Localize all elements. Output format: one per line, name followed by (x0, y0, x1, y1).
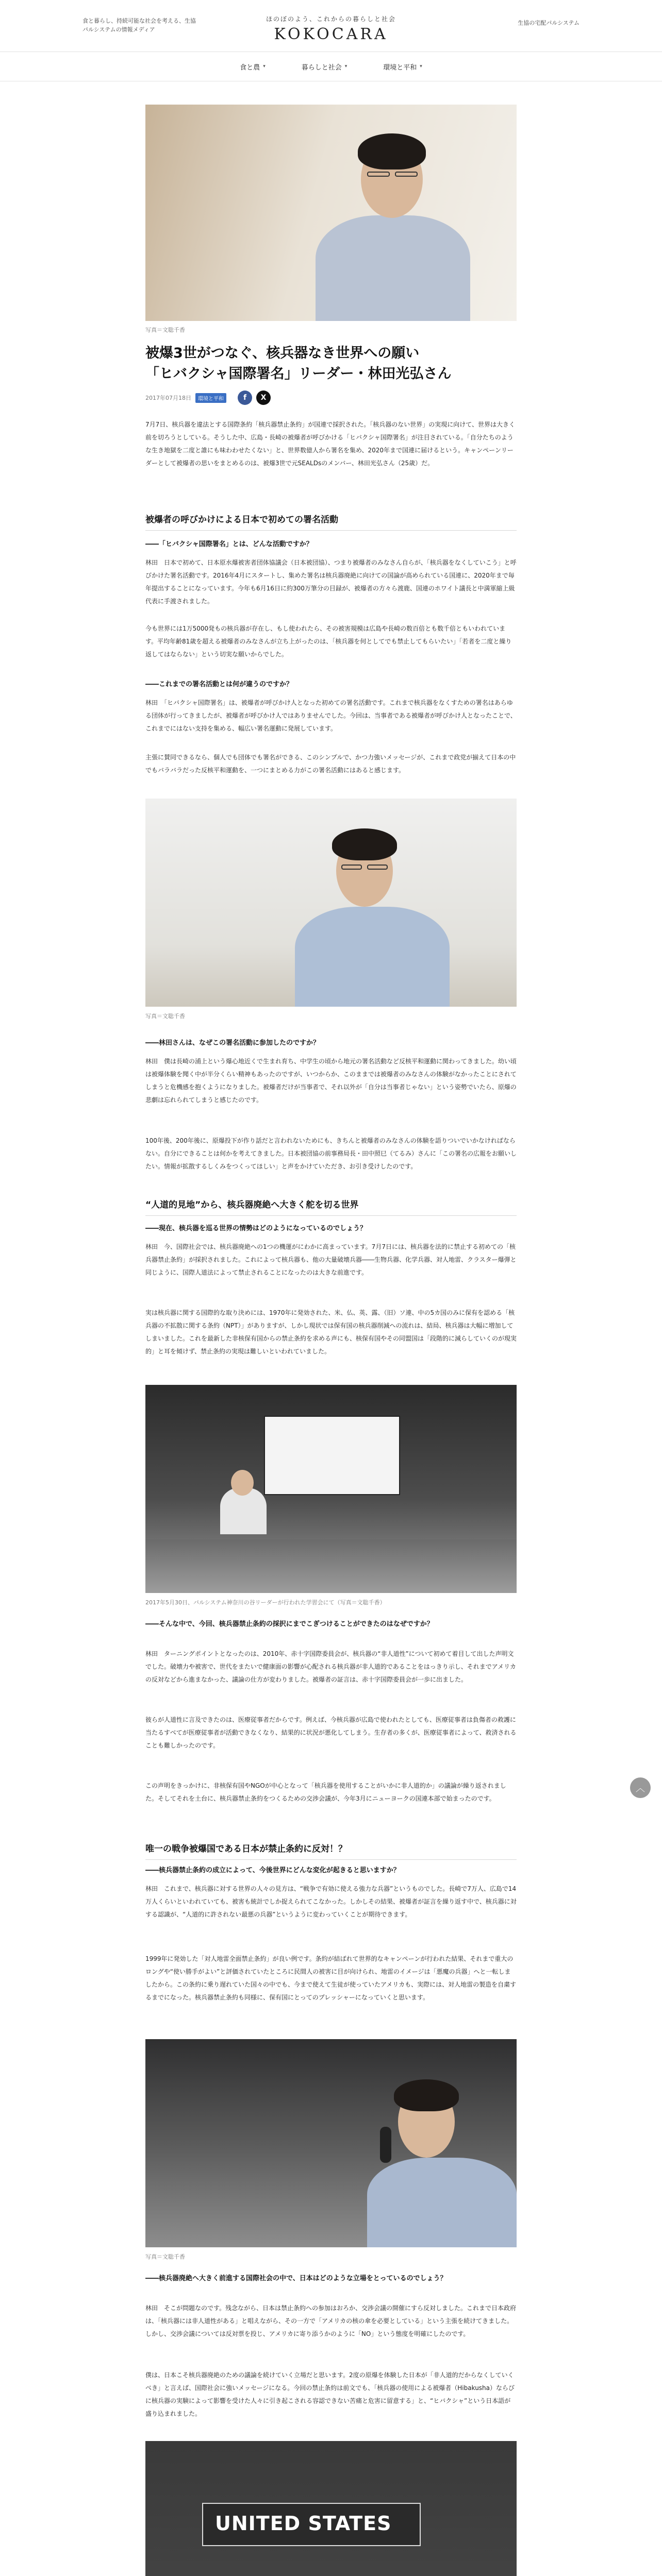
section-heading-1: 被爆者の呼びかけによる日本で初めての署名活動 (145, 512, 517, 531)
answer-2: 林田 「ヒバクシャ国際署名」は、被爆者が呼びかけ人となった初めての署名活動です。これまで核兵器をなくすための署名はあらゆる団体が行ってきましたが、被爆者が呼びかけ人ではありませんでした。今回は、当事者である被爆者が呼びかけ人となったことで、これまでにはない支持を集める、幅広い署名運動に発展しています。 (145, 699, 517, 732)
x-share-icon[interactable]: X (256, 391, 271, 405)
logo-text[interactable]: KOKOCARA (274, 25, 388, 43)
nav-item-label: 暮らしと社会 (301, 63, 342, 72)
nav-item-label: 環境と平和 (383, 63, 417, 72)
nav-item-label: 食と農 (240, 63, 260, 72)
answer-5: 林田 ターニングポイントとなったのは、2010年、赤十字国際委員会が、核兵器の“非人道性”について初めて着目して出した声明文でした。破壊力や被害で、世代をまたいで健康面の影響が心配される核兵器が非人道的であることをはっきり示し、それまでアメリカの反対などから進まなかった、議論の仕方が変わりました。被爆者の証言は、赤十字国際委員会が一歩に出ました。 (145, 1650, 516, 1683)
answer-5b: 彼らが人道性に言及できたのは、医療従事者だからです。例えば、今核兵器が広島で使われたとしても、医療従事者は負傷者の救護に当たるすべてが医療従事者が活動できなくなり、結果的に状況が悪化してしまう。生存者の多くが、医療従事者によって、救済されることも難しかったのです。 (145, 1716, 517, 1749)
un-assembly-photo (145, 2441, 517, 2576)
logo-subtitle: ほのぼのよう、これからの暮らしと社会 (266, 15, 396, 23)
scroll-to-top-button[interactable] (630, 1777, 651, 1798)
interview-photo-1 (145, 799, 517, 1007)
chevron-down-icon: ▾ (420, 64, 422, 69)
title-line-1: 被爆3世がつなぐ、核兵器なき世界への願い (145, 345, 420, 361)
question-2: ――これまでの署名活動とは何が違うのですか？ (145, 681, 293, 688)
palsystem-link[interactable]: 生協の宅配パルシステム (518, 20, 580, 26)
nameplate-text: UNITED STATES (215, 2512, 392, 2535)
projector-screen (264, 1416, 400, 1495)
article-meta (145, 391, 271, 405)
question-4: ――現在、核兵器を巡る世界の情勢はどのようになっているのでしょう？ (145, 1225, 367, 1232)
answer-5c: この声明をきっかけに、非核保有国やNGOが中心となって「核兵器を使用することがいかに非人道的か」の議論が繰り返されました。そしてそれを土台に、核兵器禁止条約をつくるための交渉会議が、今年3月にニューヨークの国連本部で始まったのです。 (145, 1782, 506, 1802)
photo-4-caption: 写真＝文聡千香 (145, 2253, 185, 2260)
answer-4: 林田 今、国際社会では、核兵器廃絶への1つの機運がにわかに高まっています。7月7日には、核兵器を法的に禁止する初めての「核兵器禁止条約」が採択されました。これによって核兵器も、他の大量破壊兵器――生物兵器、化学兵器、対人地雷、クラスター爆弾と同じように、国際人道法によって禁止されることになったのは大きな前進です。 (145, 1243, 517, 1276)
hero-caption: 写真＝文聡千香 (145, 327, 185, 333)
answer-1: 林田 日本で初めて、日本原水爆被害者団体協議会（日本被団協）、つまり被爆者のみなさん自らが、「核兵器をなくしていこう」と呼びかけた署名活動です。2016年4月にスタートし、集めた署名は核兵器廃絶に向けての国論が高められている国連に、2020年まで毎年提出することになっています。今年も6月16日に約300万筆分の目録が、被爆者の方々ら渡鹿、国連のホワイト議長と中満軍縮上級代表に手渡されました。 (145, 559, 517, 605)
answer-1b: 今も世界には1万5000発もの核兵器が存在し、もし使われたら、その被害規模は広島や長崎の数百倍とも数千倍ともいわれています。平均年齢81歳を超える被爆者のみなさんが立ち上がったのは、「核兵器を何としてでも禁止してもらいたい」「若者を二度と繰り返してはならない」という切実な願いからでした。 (145, 625, 512, 658)
nav-item-life[interactable] (302, 62, 347, 72)
answer-2b: 主張に賛同できるなら、個人でも団体でも署名ができる、このシンプルで、かつ力強いメッセージが、これまで政党が揃えて日本の中でもバラバラだった反核平和運動を、一つにまとめる力がこの署名活動にはあると感じます。 (145, 754, 516, 774)
interview-photo-2 (145, 2039, 517, 2247)
answer-6b: 1999年に発効した「対人地雷全面禁止条約」が良い例です。条約が結ばれて世界的なキャンペーンが行われた結果、それまで重大のロングや“使い勝手がよい”と評価されていたところに民間人の被害に目が向けられ、地雷のイメージは「悪魔の兵器」へと一転しましたから。この条約に乗り遅れていた国々の中でも、今まで使えて生徒が使っていたアメリカも、実際には、対人地雷の製造を自粛するまでになった。核兵器禁止条約も同様に、保有国にとってのプレッシャーになっていくと思います。 (145, 1955, 517, 2001)
photo-2-caption: 写真＝文聡千香 (145, 1013, 185, 1020)
chevron-down-icon: ▾ (263, 64, 266, 69)
microphone-icon (380, 2127, 391, 2163)
title-line-2: 「ヒバクシャ国際署名」リーダー・林田光弘さん (145, 366, 452, 382)
photo-3-caption: 2017年5月30日、パルシステム神奈川の谷リーダーが行われた学習会にて（写真＝文聡千香） (145, 1599, 386, 1606)
facebook-share-icon[interactable]: f (238, 391, 252, 405)
section-heading-2: “人道的見地”から、核兵器廃絶へ大きく舵を切る世界 (145, 1197, 517, 1216)
question-7: ――核兵器廃絶へ大きく前進する国際社会の中で、日本はどのような立場をとっているのでしょう？ (145, 2275, 447, 2282)
question-1: ――「ヒバクシャ国際署名」とは、どんな活動ですか？ (145, 540, 313, 548)
answer-3b: 100年後、200年後に、原爆投下が作り話だと言われないためにも、きちんと被爆者のみなさんの体験を語りついでいかなければならない。自分にできることは何かを考えてきました。日本被団協の前事務局長・田中照巳（てるみ）さんに「この署名の広報をお願いしたい。情報が拡散するしくみをつくってほしい」と声をかけていただき、お引き受けしたのです。 (145, 1137, 517, 1170)
category-badge[interactable]: 環境と平和 (195, 393, 226, 403)
publish-date: 2017年07月18日 (145, 395, 191, 401)
answer-6: 林田 これまで、核兵器に対する世界の人々の見方は、“戦争で有効に使える強力な兵器”というものでした。長崎で7万人、広島で14万人くらいといわれていても、被害も統計でしか捉えられてこなかった。しかしその結果、被爆者が証言を繰り返す中で、核兵器に対する認識が、“人道的に許されない最悪の兵器”というように変わっていくことが期待できます。 (145, 1885, 517, 1918)
audience (145, 1539, 517, 1593)
site-header (0, 0, 662, 52)
hero-photo (145, 105, 517, 321)
chevron-up-icon: ︿ (636, 1783, 645, 1794)
answer-4b: 実は核兵器に関する国際的な取り決めには、1970年に発効された、米、仏、英、露、（旧）ソ連、中の5カ国のみに保有を認める「核兵器の不拡散に関する条約（NPT）」がありますが、しかし現状では保有国の核兵器削減への流れは、結局、核兵器は大幅に増加してしまいました。これを最新した非核保有国からの禁止条約を求める声にも、核保有国やその同盟国は「段階的に減らしていくのが現実的」と耳を傾けず、禁止条約の実現は難しいといわれていました。 (145, 1309, 517, 1355)
chevron-down-icon: ▾ (344, 64, 347, 69)
answer-7b: 僕は、日本こそ核兵器廃絶のための議論を続けていく立場だと思います。2度の原爆を体験した日本が「非人道的だからなくしていくべき」と言えば、国際社会に強いメッセージになる。今回の禁止条約は前文でも、「核兵器の使用による被爆者（Hibakusha）ならびに核兵器の実験によって影響を受けた人々に引き起こされる容認できない苦痛と危害に留意する」と、“ヒバクシャ”という日本語が盛り込まれました。 (145, 2371, 515, 2417)
answer-7: 林田 そこが問題なのです。残念ながら、日本は禁止条約への参加はおろか、交渉会議の開催にすら反対しました。これまで日本政府は、「核兵器には非人道性がある」と唱えながら、その一方で「アメリカの核の傘を必要としている」という主張を続けてきました。しかし、交渉会議については反対票を投じ、アメリカに寄り添うかのように「NO」という態度を明確にしたのです。 (145, 2304, 517, 2337)
answer-3: 林田 僕は長崎の浦上という爆心地近くで生まれ育ち、中学生の頃から地元の署名活動など反核平和運動に関わってきました。幼い頃は被爆体験を聞く中が半分くらい精神もあったのですが、いつからか、このままでは被爆者のみなさんの体験がなかったことにされてしまうと危機感を抱くようになりました。被爆者だけが当事者で、それ以外が「自分は当事者じゃない」という姿勢でいたら、原爆の悲劇は忘れられてしまうと感じたのです。 (145, 1058, 517, 1104)
site-tagline: 食と暮らし、持続可能な社会を考える、生協パルシステムの情報メディア (82, 18, 196, 33)
lead-paragraph: 7月7日、核兵器を違法とする国際条約「核兵器禁止条約」が国連で採択された。「核兵器のない世界」の実現に向けて、世界は大きく前を切ろうとしている。そうした中、広島・長崎の被爆者が呼びかける「ヒバクシャ国際署名」が注目されている。「自分たちのような生き地獄を二度と誰にも味わわせたくない」と、世界数億人から署名を集め、2020年まで国連に届けるという。キャンペーンリーダーとして被爆者の思いをまとめるのは、被爆3世で元SEALDsのメンバー、林田光弘さん（25歳）だ。 (145, 421, 516, 467)
section-heading-3: 唯一の戦争被爆国である日本が禁止条約に反対！？ (145, 1841, 517, 1860)
nav-item-food[interactable] (240, 62, 266, 72)
nav-item-peace[interactable] (383, 62, 422, 72)
seminar-photo (145, 1385, 517, 1593)
main-nav (0, 52, 662, 81)
article-title (145, 343, 517, 384)
question-6: ――核兵器禁止条約の成立によって、今後世界にどんな変化が起きると思いますか？ (145, 1867, 400, 1874)
question-3: ――林田さんは、なぜこの署名活動に参加したのですか？ (145, 1039, 320, 1047)
question-5: ――そんな中で、今回、核兵器禁止条約の採択にまでこぎつけることができたのはなぜですか？ (145, 1620, 434, 1628)
